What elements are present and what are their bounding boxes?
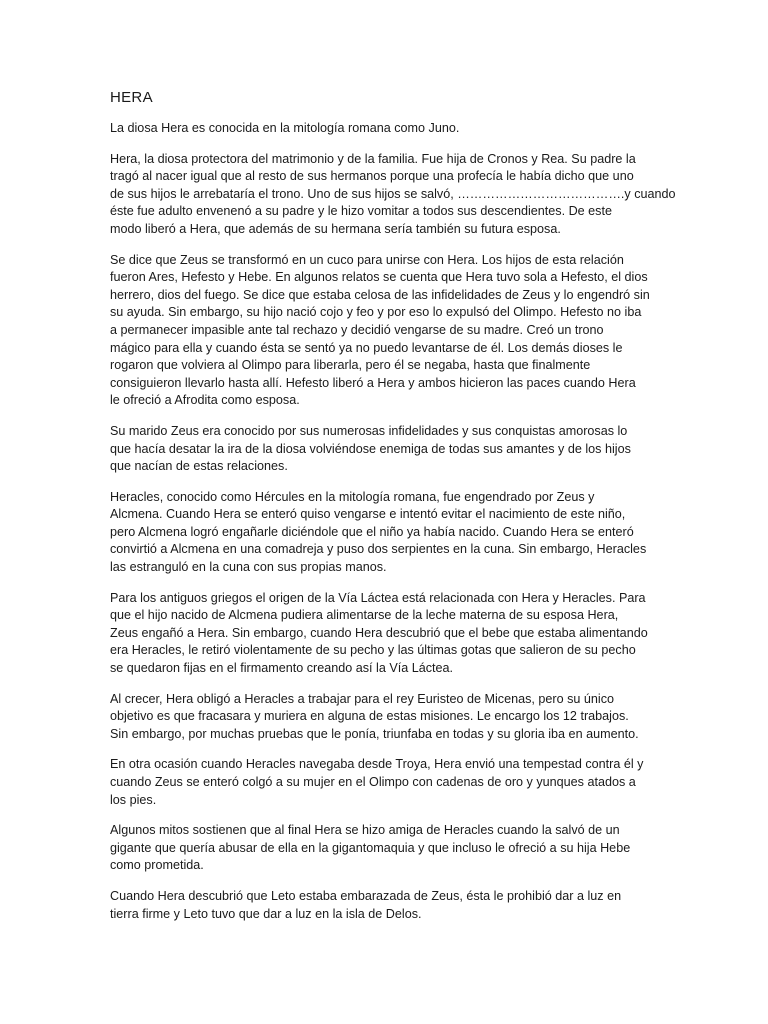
text-line: objetivo es que fracasara y muriera en alguna de estas misiones. Le encargo los 12 trabajos.	[110, 709, 629, 724]
text-line: Su marido Zeus era conocido por sus numerosas infidelidades y sus conquistas amorosas lo	[110, 423, 628, 438]
text-line: a permanecer impasible ante tal rechazo y decidió vengarse de su madre. Creó un trono	[110, 322, 604, 337]
text-line: le ofreció a Afrodita como esposa.	[110, 393, 300, 408]
text-line: fueron Ares, Hefesto y Hebe. En algunos relatos se cuenta que Hera tuvo sola a Hefesto, el dios	[110, 270, 648, 285]
paragraph-3	[110, 252, 650, 410]
text-line: mágico para ella y cuando ésta se sentó ya no puedo levantarse de él. Los demás dioses le	[110, 340, 623, 355]
text-line: de sus hijos le arrebataría el trono. Uno de sus hijos se salvó, ………………………………….y cuando	[110, 186, 676, 201]
text-line: tierra firme y Leto tuvo que dar a luz en la isla de Delos.	[110, 906, 422, 921]
text-line: se quedaron fijas en el firmamento creando así la Vía Láctea.	[110, 661, 454, 676]
text-line: éste fue adulto envenenó a su padre y le hizo vomitar a todos sus descendientes. De este	[110, 204, 612, 219]
text-line: Cuando Hera descubrió que Leto estaba embarazada de Zeus, ésta le prohibió dar a luz en	[110, 888, 622, 903]
text-line: consiguieron llevarlo hasta allí. Hefesto liberó a Hera y ambos hicieron las paces cuando Hera	[110, 375, 636, 390]
text-line: las estranguló en la cuna con sus propias manos.	[110, 560, 387, 575]
text-line: rogaron que volviera al Olimpo para liberarla, pero él se negaba, hasta que finalmente	[110, 358, 591, 373]
text-line: En otra ocasión cuando Heracles navegaba desde Troya, Hera envió una tempestad contra él y	[110, 757, 644, 772]
paragraph-7	[110, 691, 639, 744]
text-line: Sin embargo, por muchas pruebas que le ponía, triunfaba en todas y su gloria iba en aumento.	[110, 726, 639, 741]
paragraph-1	[110, 120, 632, 138]
text-line: Heracles, conocido como Hércules en la mitología romana, fue engendrado por Zeus y	[110, 489, 595, 504]
text-line: que nacían de estas relaciones.	[110, 459, 288, 474]
text-line: Para los antiguos griegos el origen de la Vía Láctea está relacionada con Hera y Heracles. Para	[110, 590, 646, 605]
paragraph-6	[110, 590, 648, 678]
document-title: HERA	[110, 89, 153, 106]
text-line: gigante que quería abusar de ella en la gigantomaquia y que incluso le ofreció a su hija Hebe	[110, 840, 631, 855]
text-line: Se dice que Zeus se transformó en un cuco para unirse con Hera. Los hijos de esta relación	[110, 252, 624, 267]
text-line: tragó al nacer igual que al resto de sus hermanos porque una profecía le había dicho que uno	[110, 169, 634, 184]
text-line: Hera, la diosa protectora del matrimonio y de la familia. Fue hija de Cronos y Rea. Su padre la	[110, 151, 636, 166]
paragraph-9	[110, 822, 632, 875]
text-line: Al crecer, Hera obligó a Heracles a trabajar para el rey Euristeo de Micenas, pero su único	[110, 691, 615, 706]
text-line: que el hijo nacido de Alcmena pudiera alimentarse de la leche materna de su esposa Hera,	[110, 608, 619, 623]
text-line: que hacía desatar la ira de la diosa volviéndose enemiga de todas sus amantes y de los hijos	[110, 441, 631, 456]
text-line: los pies.	[110, 792, 157, 807]
paragraph-4	[110, 423, 632, 476]
text-line: Algunos mitos sostienen que al final Hera se hizo amiga de Heracles cuando la salvó de un	[110, 823, 620, 838]
text-line: convirtió a Alcmena en una comadreja y puso dos serpientes en la cuna. Sin embargo, Heracles	[110, 542, 647, 557]
text-line: era Heracles, le retiró violentamente de su pecho y las últimas gotas que salieron de su pecho	[110, 643, 636, 658]
paragraph-5	[110, 489, 647, 577]
paragraph-8	[110, 756, 644, 809]
document-body	[110, 88, 676, 936]
text-line: pero Alcmena logró engañarle diciéndole que el niño ya había nacido. Cuando Hera se enteró	[110, 524, 634, 539]
text-line: herrero, dios del fuego. Se dice que estaba celosa de las infidelidades de Zeus y lo engendró sin	[110, 287, 650, 302]
text-line: modo liberó a Hera, que además de su hermana sería también su futura esposa.	[110, 221, 561, 236]
paragraph-10	[110, 888, 632, 923]
text-line: La diosa Hera es conocida en la mitología romana como Juno.	[110, 121, 460, 135]
text-line: su ayuda. Sin embargo, su hijo nació cojo y feo y por eso lo expulsó del Olimpo. Hefesto no iba	[110, 305, 642, 320]
text-line: Zeus engañó a Hera. Sin embargo, cuando Hera descubrió que el bebe que estaba alimentando	[110, 625, 648, 640]
text-line: como prometida.	[110, 858, 204, 873]
paragraph-2	[110, 151, 676, 239]
text-line: cuando Zeus se enteró colgó a su mujer en el Olimpo con cadenas de oro y yunques atados a	[110, 775, 636, 789]
text-line: Alcmena. Cuando Hera se enteró quiso vengarse e intentó evitar el nacimiento de este niño,	[110, 507, 626, 522]
